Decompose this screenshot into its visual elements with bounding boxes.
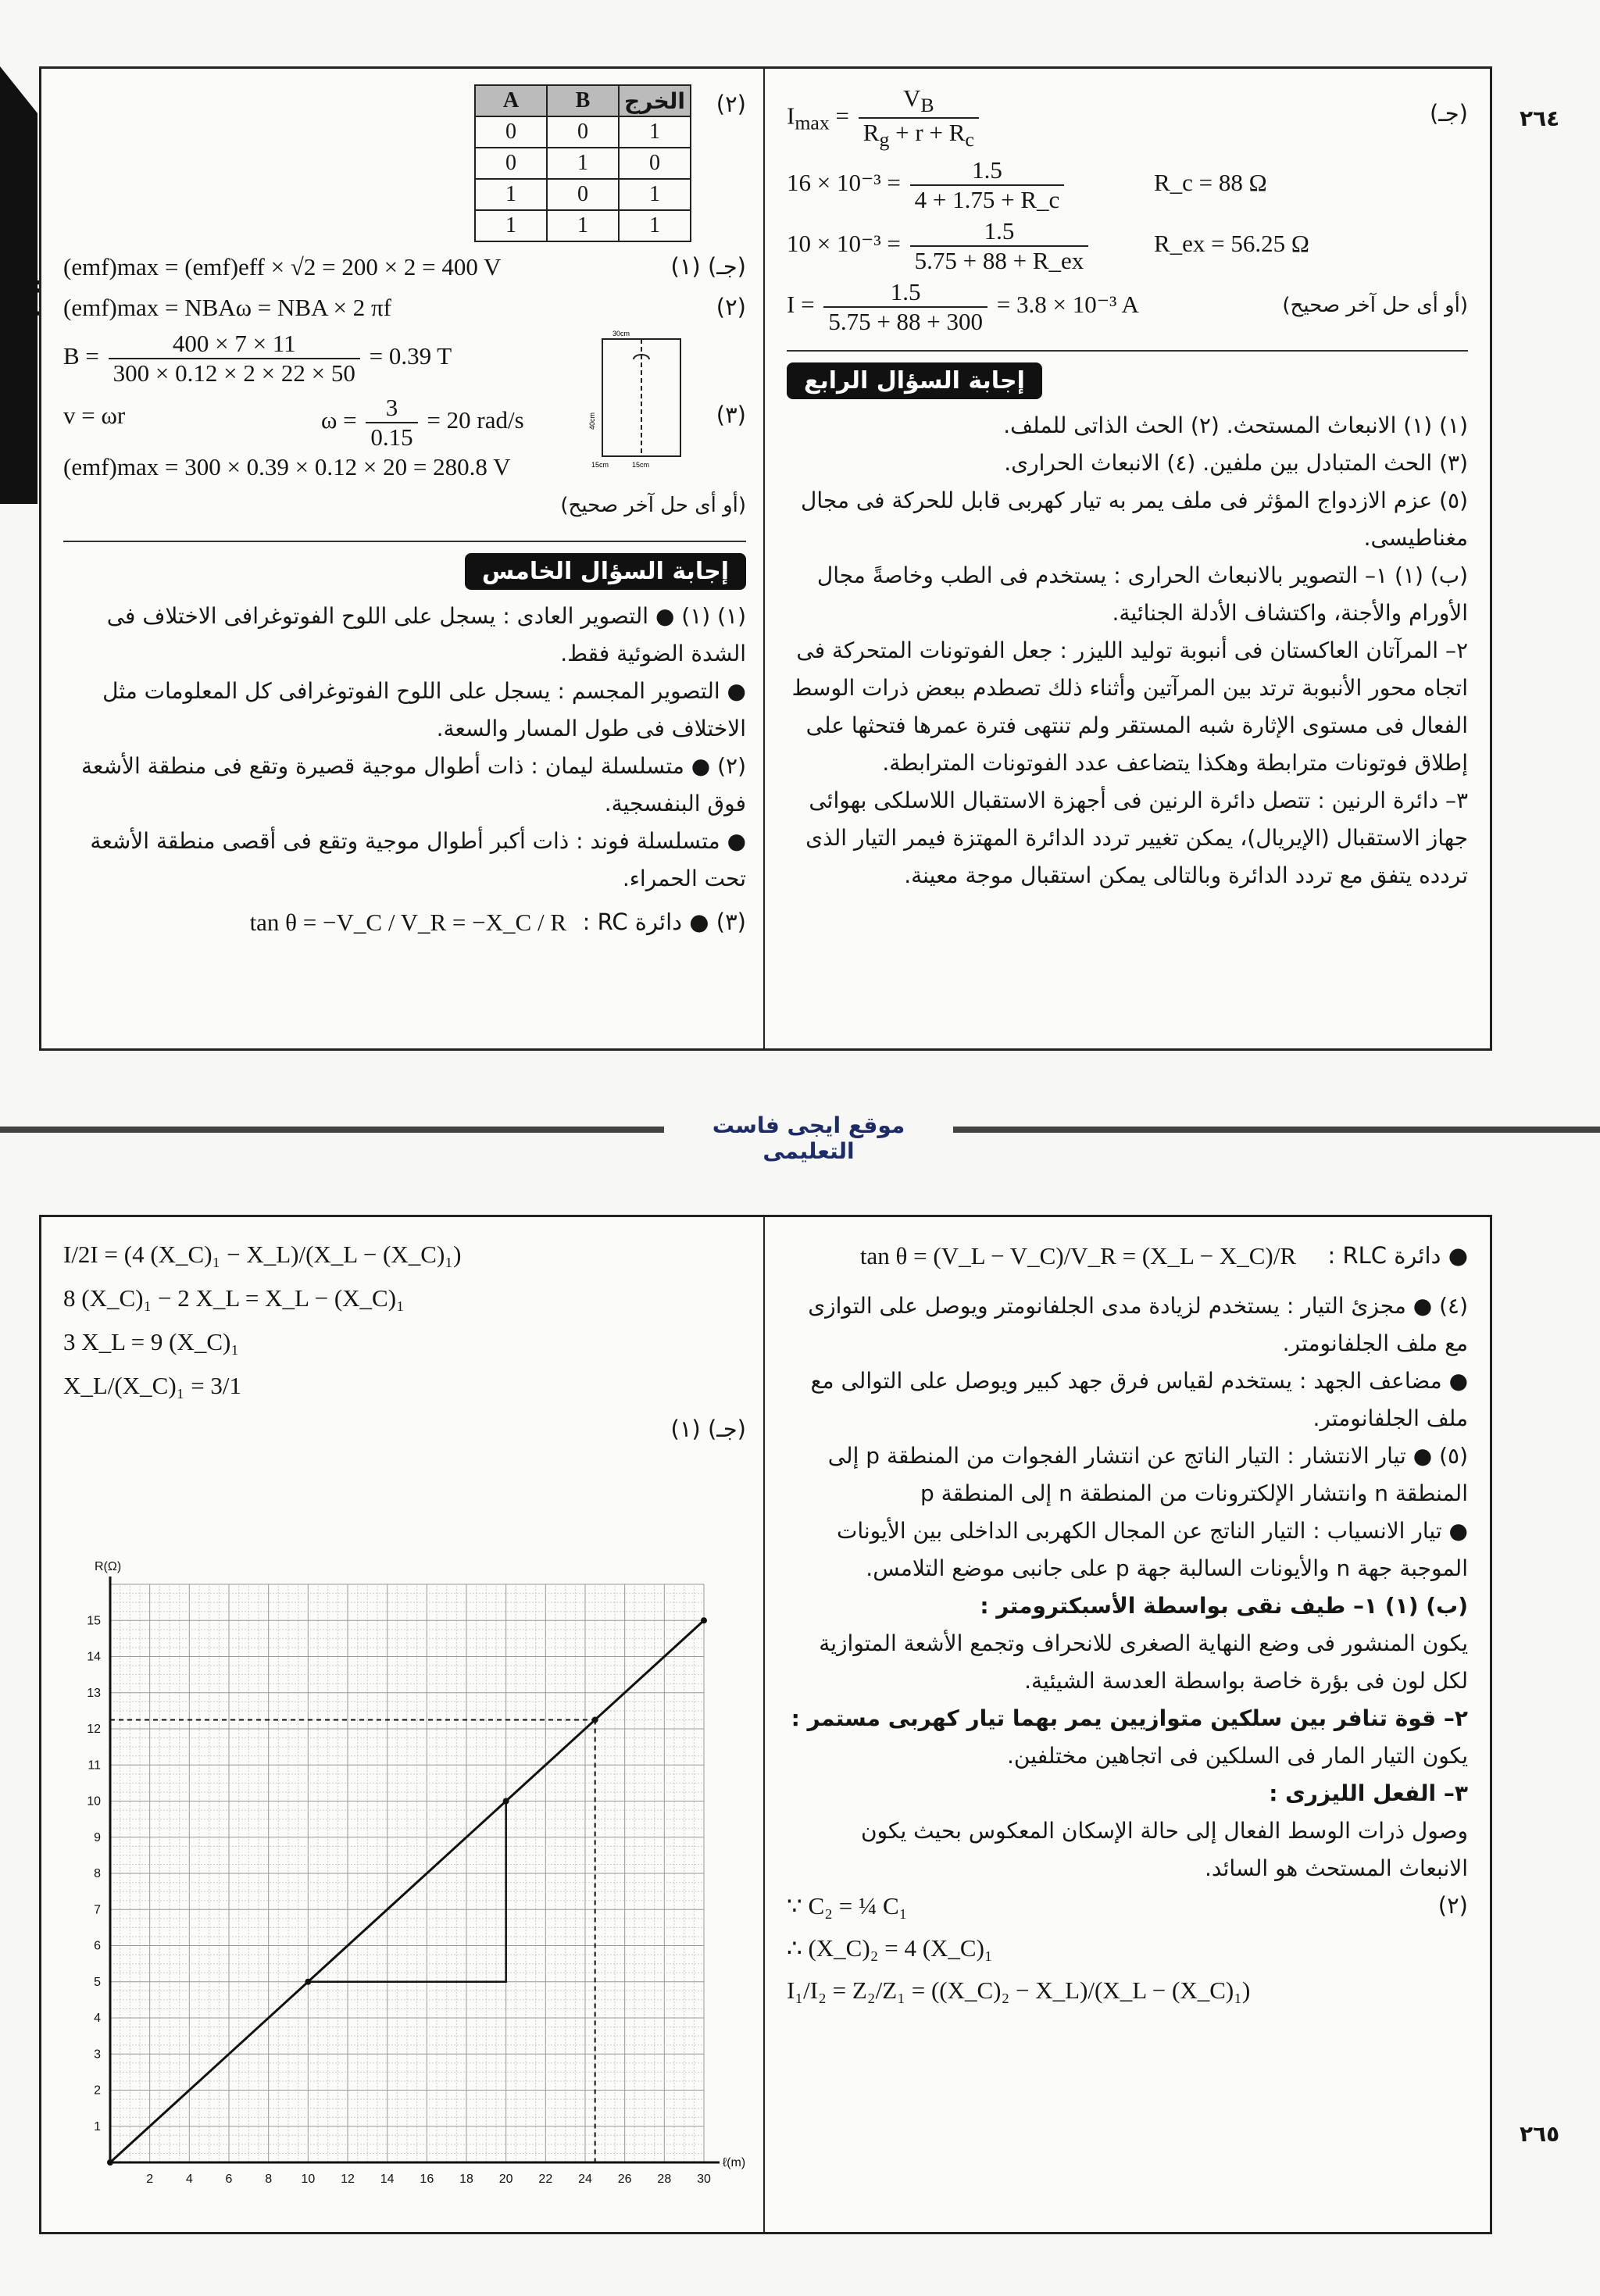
bl-eq2: 8 (X_C)₁ − 2 X_L = X_L − (X_C)₁	[63, 1284, 405, 1312]
w-num: 3	[366, 394, 417, 423]
bottom-left-column	[41, 1217, 768, 2232]
eq1-result: R_c = 88 Ω	[1154, 169, 1267, 196]
v-eq: v = ωr	[63, 402, 126, 429]
q2-eq2: ∴ (X_C)₂ = 4 (X_C)₁	[787, 1934, 993, 1962]
y-tick-label: 6	[94, 1939, 101, 1953]
y-tick-label: 10	[87, 1794, 101, 1809]
q5-a5-eq: tan θ = −V_C / V_R = −X_C / R	[249, 909, 566, 936]
c1-eq: (emf)max = (emf)eff × √2 = 200 × 2 = 400 V	[63, 253, 502, 280]
b2-text: يكون التيار المار فى السلكين فى اتجاهين مختلفين.	[1007, 1743, 1468, 1769]
footer-banner	[0, 1112, 1600, 1164]
q5-a3: (٢) ● متسلسلة ليمان : ذات أطوال موجية قصيرة وتقع فى منطقة الأشعة فوق البنفسجية.	[81, 753, 746, 816]
y-tick-label: 1	[94, 2119, 101, 2134]
y-axis-label: R(Ω)	[95, 1560, 122, 1573]
data-point	[107, 2159, 113, 2166]
truth-cell: 1	[547, 148, 619, 179]
bl-eq4: X_L/(X_C)₁ = 3/1	[63, 1372, 242, 1399]
data-point	[305, 1979, 311, 1985]
x-tick-label: 18	[459, 2173, 473, 2186]
page-number-top: ٢٦٤	[1520, 105, 1560, 131]
truth-header-out: الخرج	[619, 85, 691, 116]
y-tick-label: 13	[87, 1686, 101, 1700]
w-lhs: ω =	[321, 406, 357, 434]
eq1-num: 1.5	[910, 156, 1065, 186]
rlc-eq: tan θ = (V_L − V_C)/V_R = (X_L − X_C)/R	[859, 1242, 1296, 1269]
eq3-num: 1.5	[823, 278, 988, 308]
label-c: (جـ)	[1429, 100, 1468, 127]
q2-eq3: I₁/I₂ = Z₂/Z₁ = ((X_C)₂ − X_L)/(X_L − (X_C)₁)	[787, 1976, 1251, 2004]
label-c-graph: (جـ) (١)	[670, 1416, 746, 1442]
emf-eq: (emf)max = 300 × 0.39 × 0.12 × 20 = 280.8 V	[63, 453, 511, 480]
q5-a2: ● التصوير المجسم : يسجل على اللوح الفوتوغرافى كل المعلومات مثل الاختلاف فى طول المسار والسعة.	[102, 678, 746, 741]
truth-cell: 1	[619, 116, 691, 148]
p4-2: ● مضاعف الجهد : يستخدم لقياس فرق جهد كبير ويوصل على التوالى مع ملف الجلفانومتر.	[810, 1368, 1468, 1431]
y-tick-label: 9	[94, 1830, 101, 1844]
eq2-den: 5.75 + 88 + R_ex	[914, 247, 1084, 274]
coil-dim-top: 30cm	[612, 330, 630, 337]
q2-eq1: ∵ C₂ = ¼ C₁	[787, 1892, 908, 1919]
x-tick-label: 26	[617, 2173, 632, 2186]
bottom-right-column	[763, 1217, 1490, 2232]
x-tick-label: 6	[225, 2173, 233, 2186]
q5-a4: ● متسلسلة فوند : ذات أكبر أطوال موجية وتقع فى أقصى منطقة الأشعة تحت الحمراء.	[90, 828, 746, 891]
eq2-num: 1.5	[910, 217, 1089, 247]
alt-note-1: (أو أى حل آخر صحيح)	[1282, 294, 1468, 317]
q4-b2: ٢– المرآتان العاكستان فى أنبوبة توليد الليزر : جعل الفوتونات المتحركة فى اتجاه محور الأنبوبة ترتد بين المرآتين وأثناء ذلك تصطدم ببعض ذرات الوسط الفعال فى مستوى الإثارة شبه المستقر ولم تنتهى فترة عمرها فتحثها على إطلاق فوتونات مترابطة وهكذا يتضاعف عدد الفوتونات المترابطة.	[791, 637, 1468, 776]
truth-cell: 0	[547, 179, 619, 210]
truth-cell: 1	[547, 210, 619, 241]
eq3-result: = 3.8 × 10⁻³ A	[996, 291, 1139, 319]
footer-banner-text: موقع ايجى فاست التعليمى	[664, 1112, 953, 1164]
truth-cell: 1	[475, 210, 547, 241]
label-2: (٢)	[716, 91, 746, 117]
b1-text: يكون المنشور فى وضع النهاية الصغرى للانحراف وتجمع الأشعة المتوازية لكل لون فى بؤرة خاصة بواسطة العدسة الشيئية.	[819, 1630, 1468, 1694]
truth-row	[475, 148, 691, 179]
page-number-bottom: ٢٦٥	[1520, 2121, 1560, 2147]
q4-a3: (٥) عزم الازدواج المؤثر فى ملف يمر به تيار كهربى قابل للحركة فى مجال مغناطيسى.	[801, 487, 1468, 551]
truth-cell: 1	[475, 179, 547, 210]
q4-b3: ٣– دائرة الرنين : تتصل دائرة الرنين فى أجهزة الاستقبال اللاسلكى بهوائى جهاز الاستقبال (الإيريال)، يمكن تغيير تردد الدائرة المهتزة فيمر التيار الذى تردده يتفق مع تردد الدائرة وبالتالى يمكن استقبال موجة معينة.	[805, 787, 1468, 888]
data-point	[701, 1617, 707, 1623]
truth-row	[475, 179, 691, 210]
truth-header-b: B	[547, 85, 619, 116]
p5-2: ● تيار الانسياب : التيار الناتج عن المجال الكهربى الداخلى بين الأيونات الموجبة جهة n والأيونات السالبة جهة p على جانبى موضع التلامس.	[836, 1518, 1468, 1581]
data-point	[503, 1798, 509, 1805]
x-tick-label: 24	[578, 2173, 592, 2186]
bl-eq3: 3 X_L = 9 (X_C)₁	[63, 1328, 240, 1355]
x-tick-label: 2	[146, 2173, 154, 2186]
eq3-lhs: I =	[787, 291, 815, 319]
p4-1: (٤) ● مجزئ التيار : يستخدم لزيادة مدى الجلفانومتر ويوصل على التوازى مع ملف الجلفانومتر.	[808, 1293, 1468, 1356]
truth-cell: 0	[475, 148, 547, 179]
x-tick-label: 22	[538, 2173, 553, 2186]
b1-title: (ب) (١) ١– طيف نقى بواسطة الأسبكترومتر :	[980, 1593, 1468, 1619]
eq2-lhs: 10 × 10⁻³ =	[787, 230, 901, 258]
q4-b1: (ب) (١) ١– التصوير بالانبعاث الحرارى : يستخدم فى الطب وخاصةً مجال الأورام والأجنة، واكتشاف الأدلة الجنائية.	[816, 562, 1468, 626]
page-bottom	[39, 1215, 1492, 2234]
p5-1: (٥) ● تيار الانتشار : التيار الناتج عن انتشار الفجوات من المنطقة p إلى المنطقة n وانتشار الإلكترونات من المنطقة n إلى المنطقة p	[827, 1443, 1468, 1506]
coil-dim-bottom-right: 15cm	[631, 461, 649, 469]
x-tick-label: 14	[380, 2173, 395, 2186]
q5-header: إجابة السؤال الخامس	[465, 553, 746, 590]
x-tick-label: 12	[341, 2173, 355, 2186]
truth-cell: 0	[547, 116, 619, 148]
y-tick-label: 7	[94, 1903, 101, 1917]
label-c3: (٣)	[716, 402, 746, 428]
truth-header-a: A	[475, 85, 547, 116]
q2-label: (٢)	[1438, 1892, 1468, 1919]
y-tick-label: 12	[87, 1723, 101, 1736]
resistance-length-chart	[63, 1545, 746, 2209]
truth-header-row	[475, 85, 691, 116]
y-tick-label: 3	[94, 2048, 101, 2062]
label-c2: (٢)	[716, 294, 746, 320]
q4-a2: (٣) الحث المتبادل بين ملفين. (٤) الانبعاث الحرارى.	[1004, 450, 1468, 476]
x-axis-label: ℓ(m)	[723, 2156, 746, 2169]
page-top	[39, 66, 1492, 1051]
x-tick-label: 16	[420, 2173, 434, 2186]
alt-note-2: (أو أى حل آخر صحيح)	[560, 494, 746, 517]
q4-a1: (١) (١) الانبعاث المستحث. (٢) الحث الذاتى للملف.	[1003, 412, 1468, 438]
q4-header: إجابة السؤال الرابع	[787, 362, 1042, 399]
truth-cell: 0	[475, 116, 547, 148]
sidebar-title: إجابات امتحانات الثانوية	[3, 177, 30, 448]
bl-eq1: I/2I = (4 (X_C)₁ − X_L)/(X_L − (X_C)₁)	[63, 1241, 462, 1268]
label-c1: (جـ) (١)	[670, 253, 746, 280]
c2-eq: (emf)max = NBAω = NBA × 2 πf	[63, 294, 391, 321]
y-tick-label: 2	[94, 2084, 101, 2098]
q5-a1: (١) (١) ● التصوير العادى : يسجل على اللوح الفوتوغرافى الاختلاف فى الشدة الضوئية فقط.	[106, 603, 746, 666]
x-tick-label: 20	[498, 2173, 513, 2186]
y-tick-label: 15	[87, 1614, 101, 1628]
x-tick-label: 8	[265, 2173, 273, 2186]
x-tick-label: 4	[185, 2173, 193, 2186]
coil-dim-side: 40cm	[588, 412, 596, 430]
b2-title: ٢– قوة تنافر بين سلكين متوازيين يمر بهما تيار كهربى مستمر :	[791, 1705, 1468, 1731]
truth-cell: 1	[619, 210, 691, 241]
eq3-den: 5.75 + 88 + 300	[828, 308, 984, 335]
truth-table	[474, 84, 691, 242]
truth-cell: 1	[619, 179, 691, 210]
data-point	[592, 1716, 598, 1723]
truth-cell: 0	[619, 148, 691, 179]
y-tick-label: 11	[88, 1759, 101, 1773]
b3-text: وصول ذرات الوسط الفعال إلى حالة الإسكان المعكوس بحيث يكون الانبعاث المستحث هو السائد.	[860, 1818, 1468, 1881]
q5-a5-label: (٣) ● دائرة RC :	[582, 909, 746, 935]
eq1-den: 4 + 1.75 + R_c	[914, 186, 1060, 213]
w-den: 0.15	[370, 423, 413, 451]
coil-dim-bottom-left: 15cm	[591, 461, 609, 469]
y-tick-label: 5	[94, 1975, 101, 1989]
x-tick-label: 28	[657, 2173, 672, 2186]
y-tick-label: 4	[94, 2012, 101, 2025]
truth-row	[475, 210, 691, 241]
w-result: = 20 rad/s	[427, 406, 524, 434]
b-num: 400 × 7 × 11	[109, 330, 360, 359]
x-tick-label: 30	[697, 2173, 711, 2186]
top-left-column	[41, 69, 768, 1048]
eq1-lhs: 16 × 10⁻³ =	[787, 169, 901, 197]
y-tick-label: 8	[94, 1867, 101, 1880]
b3-title: ٣– الفعل الليزرى :	[1269, 1780, 1468, 1806]
x-tick-label: 10	[301, 2173, 316, 2186]
b-lhs: B =	[63, 342, 99, 370]
top-right-column: (جـ) $I_{max}$ = $\frac{V_B}{R_g + r + R_c}$ 16 × 10⁻³ = $\frac{1.5}{4 + 1.75 + R\_c}$ R_c = 88 Ω 10 × 10⁻³ = $\frac{1.5}{5.75 + 88 + R\_ex}$ R_ex = 56.25 Ω I = $\frac{1.5}{5.75 + 88 + 300}$ = 3.8 × 10⁻³ A (أو أى حل آخر صحيح) إجابة السؤال الرابع (١) (١) الانبعاث المستحث. (٢) الحث الذاتى للملف. (٣) الحث المتبادل بين ملفين. (٤) الانبعاث الحرارى. (٥) عزم الازدواج المؤثر فى ملف يمر به تيار كهربى قابل للحركة فى مجال مغناطيسى. (ب) (١) ١– التصوير بالانبعاث الحرارى : يستخدم فى الطب وخاصةً مجال الأورام والأجنة، واكتشاف الأدلة الجنائية. ٢– المرآتان العاكستان فى أنبوبة توليد الليزر : جعل الفوتونات المتحركة فى اتجاه محور الأنبوبة ترتد بين المرآتين وأثناء ذلك تصطدم ببعض ذرات الوسط الفعال فى مستوى الإثارة شبه المستقر ولم تنتهى فترة عمرها فتحثها على إطلاق فوتونات مترابطة وهكذا يتضاعف عدد الفوتونات المترابطة. ٣– دائرة الرنين : تتصل دائرة الرنين فى أجهزة الاستقبال اللاسلكى بهوائى جهاز الاستقبال (الإيريال)، يمكن تغيير تردد الدائرة المهتزة فيمر التيار الذى تردده يتفق مع تردد الدائرة وبالتالى يمكن استقبال موجة معينة.	[763, 69, 1490, 1048]
b-result: = 0.39 T	[369, 342, 452, 370]
y-tick-label: 14	[87, 1650, 101, 1664]
eq2-result: R_ex = 56.25 Ω	[1154, 230, 1309, 257]
b-den: 300 × 0.12 × 2 × 22 × 50	[112, 359, 355, 387]
truth-row	[475, 116, 691, 148]
rlc-label: ● دائرة RLC :	[1327, 1242, 1468, 1269]
